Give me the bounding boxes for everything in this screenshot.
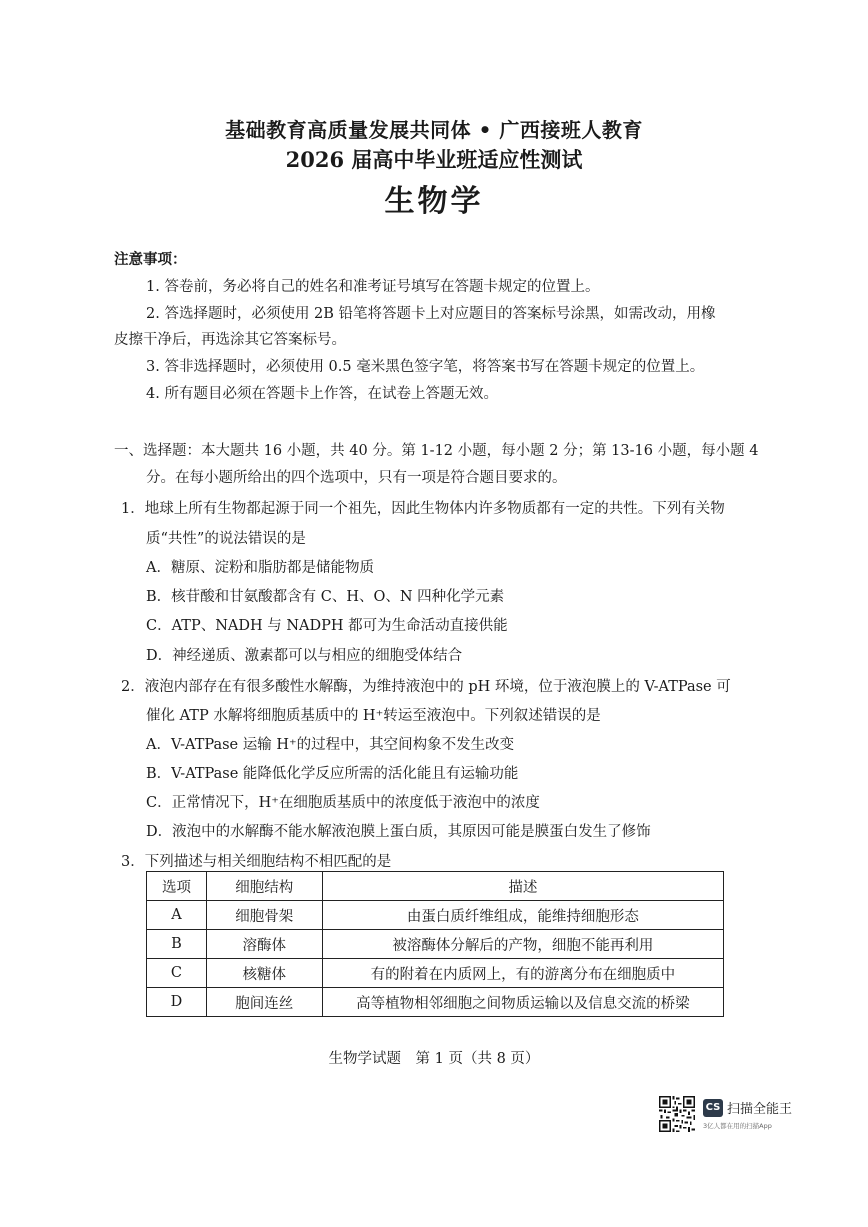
notice-item-4: 4. 所有题目必须在答题卡上作答，在试卷上答题无效。 — [146, 386, 498, 402]
question-3-table — [146, 871, 724, 1017]
table-row — [147, 901, 724, 930]
table-cell: 有的附着在内质网上，有的游离分布在细胞质中 — [322, 959, 723, 988]
notice-item-1: 1. 答卷前，务必将自己的姓名和准考证号填写在答题卡规定的位置上。 — [146, 279, 600, 295]
table-cell: A — [147, 901, 207, 930]
question-2-stem: 2．液泡内部存在有很多酸性水解酶，为维持液泡中的 pH 环境，位于液泡膜上的 V-ATPase 可 — [121, 679, 731, 695]
table-cell: B — [147, 930, 207, 959]
subject-title: 生物学 — [384, 184, 484, 219]
question-1-option-a: A．糖原、淀粉和脂肪都是储能物质 — [146, 560, 374, 576]
question-2-option-a: A．V-ATPase 运输 H⁺的过程中，其空间构象不发生改变 — [146, 737, 515, 753]
exam-organizer-title: 基础教育高质量发展共同体 • 广西接班人教育 — [225, 118, 643, 142]
table-header-cell: 选项 — [147, 872, 207, 901]
camscanner-logo-icon: CS — [703, 1099, 723, 1117]
table-cell: 被溶酶体分解后的产物，细胞不能再利用 — [322, 930, 723, 959]
notice-item-3: 3. 答非选择题时，必须使用 0.5 毫米黑色签字笔，将答案书写在答题卡规定的位置上。 — [146, 359, 705, 375]
table-cell: D — [147, 988, 207, 1017]
table-row — [147, 930, 724, 959]
table-header-row — [147, 872, 724, 901]
table-cell: 胞间连丝 — [206, 988, 322, 1017]
question-1-option-c: C．ATP、NADH 与 NADPH 都可为生命活动直接供能 — [146, 618, 508, 634]
section-1-heading-cont: 分。在每小题所给出的四个选项中，只有一项是符合题目要求的。 — [146, 470, 567, 486]
notice-heading: 注意事项： — [114, 251, 187, 268]
camscanner-name: 扫描全能王 — [727, 1102, 793, 1117]
table-cell: 细胞骨架 — [206, 901, 322, 930]
section-1-heading: 一、选择题：本大题共 16 小题，共 40 分。第 1-12 小题，每小题 2 分；第 13-16 小题，每小题 4 — [114, 443, 759, 459]
table-header-cell: 细胞结构 — [206, 872, 322, 901]
table-row — [147, 959, 724, 988]
question-1-option-b: B．核苷酸和甘氨酸都含有 C、H、O、N 四种化学元素 — [146, 589, 505, 605]
question-1-stem: 1．地球上所有生物都起源于同一个祖先，因此生物体内许多物质都有一定的共性。下列有关物 — [121, 501, 725, 517]
table-cell: 核糖体 — [206, 959, 322, 988]
table-cell: 溶酶体 — [206, 930, 322, 959]
question-2-option-b: B．V-ATPase 能降低化学反应所需的活化能且有运输功能 — [146, 766, 519, 782]
scanner-watermark — [659, 1096, 799, 1136]
notice-item-2-cont: 皮擦干净后，再选涂其它答案标号。 — [114, 332, 346, 348]
table-cell: 由蛋白质纤维组成，能维持细胞形态 — [322, 901, 723, 930]
camscanner-tagline: 3亿人都在用的扫描App — [703, 1122, 772, 1130]
page-footer: 生物学试题 第 1 页（共 8 页） — [328, 1051, 540, 1067]
notice-item-2: 2. 答选择题时，必须使用 2B 铅笔将答题卡上对应题目的答案标号涂黑，如需改动，用橡 — [146, 306, 716, 322]
exam-name-title: 2026 届高中毕业班适应性测试 — [285, 147, 583, 172]
question-2-stem-cont: 催化 ATP 水解将细胞质基质中的 H⁺转运至液泡中。下列叙述错误的是 — [146, 708, 601, 724]
table-cell: 高等植物相邻细胞之间物质运输以及信息交流的桥梁 — [322, 988, 723, 1017]
table-row — [147, 988, 724, 1017]
question-1-stem-cont: 质“共性”的说法错误的是 — [146, 531, 306, 547]
question-2-option-d: D．液泡中的水解酶不能水解液泡膜上蛋白质，其原因可能是膜蛋白发生了修饰 — [146, 824, 651, 840]
question-3-stem: 3．下列描述与相关细胞结构不相匹配的是 — [121, 854, 392, 870]
question-1-option-d: D．神经递质、激素都可以与相应的细胞受体结合 — [146, 648, 463, 664]
table-cell: C — [147, 959, 207, 988]
question-2-option-c: C．正常情况下，H⁺在细胞质基质中的浓度低于液泡中的浓度 — [146, 795, 540, 811]
table-header-cell: 描述 — [322, 872, 723, 901]
qr-code-icon — [659, 1096, 695, 1132]
